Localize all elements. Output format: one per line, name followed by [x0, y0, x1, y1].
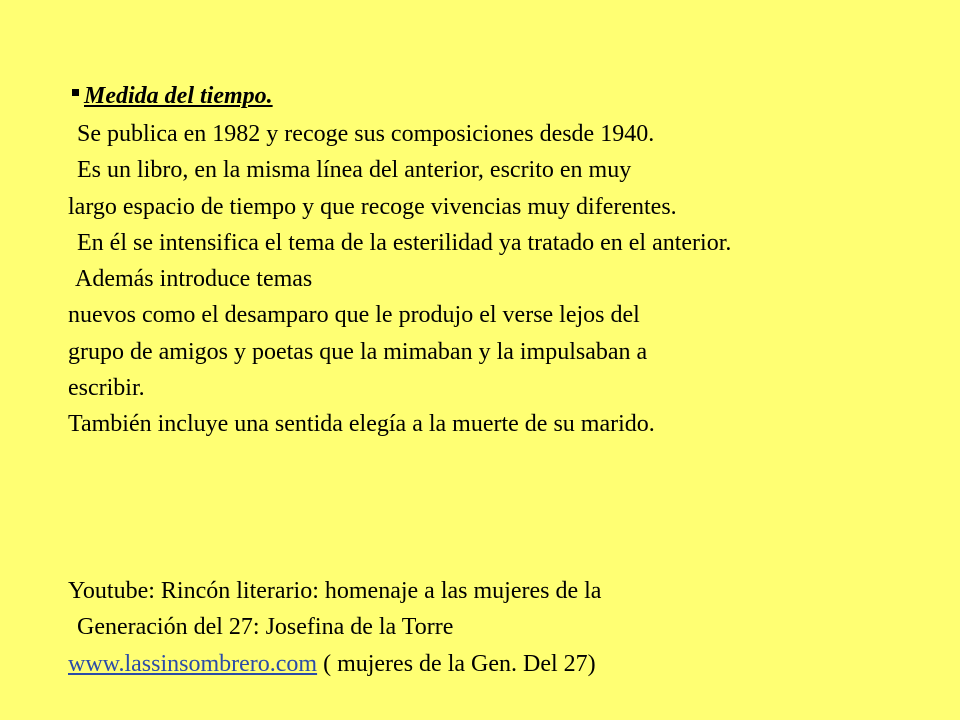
body-line: Es un libro, en la misma línea del anterior, escrito en muy [77, 157, 632, 184]
website-reference [68, 646, 953, 682]
body-line: Se publica en 1982 y recoge sus composiciones desde 1940. [77, 121, 655, 147]
body-line: largo espacio de tiempo y que recoge vivencias muy diferentes. [68, 193, 677, 220]
website-link[interactable]: www.lassinsombrero.com [68, 650, 318, 677]
body-line: escribir. [68, 375, 145, 402]
body-text [68, 116, 953, 443]
square-bullet-icon [72, 89, 79, 96]
website-link-suffix: ( mujeres de la Gen. Del 27) [317, 650, 596, 677]
heading-title: Medida del tiempo. [84, 83, 273, 109]
body-line: Además introduce temas [75, 266, 313, 293]
body-line: También incluye una sentida elegía a la muerte de su marido. [68, 411, 655, 438]
youtube-reference-line1: Youtube: Rincón literario: homenaje a las mujeres de la [68, 578, 602, 604]
slide-heading [72, 80, 273, 112]
body-line: nuevos como el desamparo que le produjo el verse lejos del [68, 302, 640, 329]
body-line: En él se intensifica el tema de la esterilidad ya tratado en el anterior. [77, 229, 732, 256]
references [68, 573, 953, 682]
youtube-reference-line2: Generación del 27: Josefina de la Torre [77, 614, 454, 641]
body-line: grupo de amigos y poetas que la mimaban y la impulsaban a [68, 338, 648, 365]
